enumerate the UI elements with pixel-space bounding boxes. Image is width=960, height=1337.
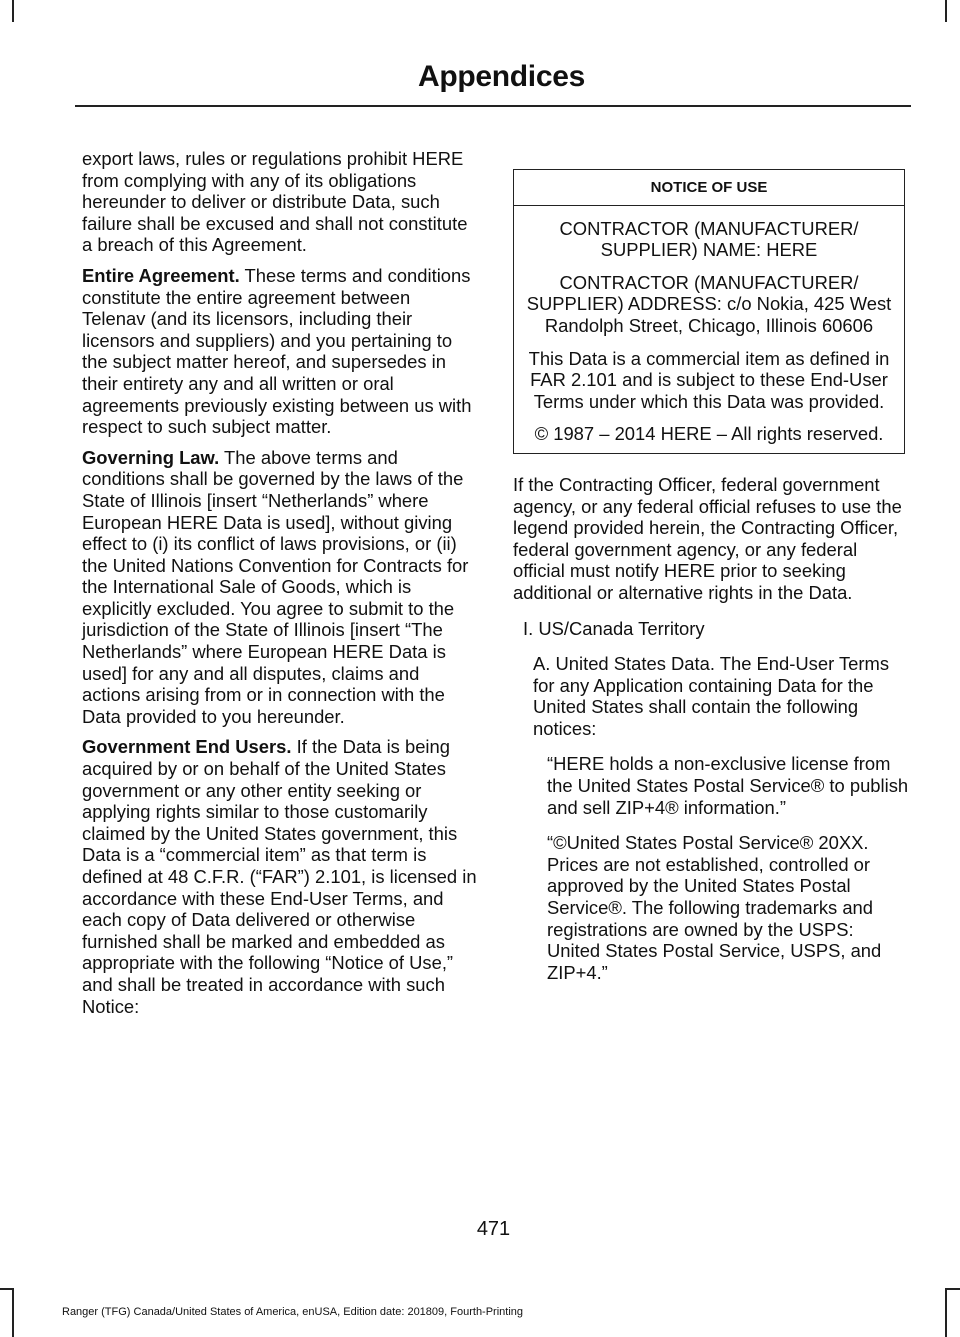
right-column xyxy=(513,148,911,992)
text-governing-law: The above terms and conditions shall be governed by the laws of the State of Illinois [insert “Netherlands” where European HERE Data is used], without giving effect to (i) its conflict of laws provisions, or (ii) the United Nations Convention for Contracts for the International Sale of Goods, which is explicitly excluded. You agree to submit to the jurisdiction of the State of Illinois [insert “The Netherlands” where European HERE Data is used] for any and all disputes, claims and actions arising from or in connection with the Data provided to you hereunder. xyxy=(82,446,469,727)
notice-statement: This Data is a commercial item as defined in FAR 2.101 and is subject to these End-User Terms under which this Data was provided. xyxy=(528,347,890,412)
crop-mark-bottom-left xyxy=(12,1290,14,1337)
notice-of-use-box xyxy=(513,169,905,454)
crop-mark-top-right xyxy=(945,0,947,22)
notice-copyright: © 1987 – 2014 HERE – All rights reserved. xyxy=(534,423,884,445)
heading-entire-agreement: Entire Agreement. xyxy=(82,264,240,286)
heading-governing-law: Governing Law. xyxy=(82,446,220,468)
crop-mark-bottom-left-h xyxy=(0,1288,14,1290)
header-divider xyxy=(75,105,911,107)
notice-contractor-address: CONTRACTOR (MANUFACTURER/ SUPPLIER) ADDRESS: c/o Nokia, 425 West Randolph Street, Chicago, Illinois 60606 xyxy=(526,271,892,336)
text-entire-agreement: These terms and conditions constitute the entire agreement between Telenav (and its licensors, including their licensors and suppliers) and you pertaining to the subject matter hereof, and supersedes in their entirety any and all written or oral agreements previously existing between us with respect to such subject matter. xyxy=(82,264,472,438)
paragraph-export-laws: export laws, rules or regulations prohibit HERE from complying with any of its obligations hereunder to deliver or distribute Data, such failure shall be excused and shall not constitute a breach of this Agreement. xyxy=(82,148,468,256)
quote-usps-trademarks: “©United States Postal Service® 20XX. Prices are not established, controlled or approved by the United States Postal Service®. The following trademarks and registrations are owned by the USPS: United States Postal Service, USPS, and ZIP+4.” xyxy=(547,832,882,983)
heading-government-end-users: Government End Users. xyxy=(82,736,292,758)
crop-mark-bottom-right xyxy=(945,1290,947,1337)
paragraph-governing-law xyxy=(82,447,477,728)
edition-footer: Ranger (TFG) Canada/United States of America, enUSA, Edition date: 201809, Fourth-Printing xyxy=(62,1306,524,1318)
section-us-canada-territory: I. US/Canada Territory xyxy=(523,617,705,639)
paragraph-entire-agreement xyxy=(82,265,477,438)
left-column xyxy=(82,148,477,1026)
paragraph-contracting-officer: If the Contracting Officer, federal government agency, or any federal official refuses to use the legend provided herein, the Contracting Officer, federal government agency, or any federal official must notify HERE prior to seeking additional or alternative rights in the Data. xyxy=(513,473,902,603)
notice-title: NOTICE OF USE xyxy=(514,170,904,206)
crop-mark-bottom-right-h xyxy=(945,1288,960,1290)
subsection-united-states-data: A. United States Data. The End-User Terms for any Application containing Data for the United States shall contain the following notices: xyxy=(533,653,890,739)
page-title: Appendices xyxy=(417,60,585,93)
paragraph-government-end-users xyxy=(82,736,477,1017)
text-government-end-users: If the Data is being acquired by or on behalf of the United States government or any other entity seeking or applying rights similar to those customarily claimed by the United States government, this Data is a “commercial item” as that term is defined at 48 C.F.R. (“FAR”) 2.101, is licensed in accordance with these End-User Terms, and each copy of Data delivered or otherwise furnished shall be marked and embedded as appropriate with the following “Notice of Use,” and shall be treated in accordance with such Notice: xyxy=(82,736,477,1017)
crop-mark-top-left xyxy=(12,0,14,22)
page-number: 471 xyxy=(476,1218,511,1240)
quote-zip4-license: “HERE holds a non-exclusive license from the United States Postal Service® to publish and sell ZIP+4® information.” xyxy=(547,753,909,818)
notice-body xyxy=(514,206,904,453)
notice-contractor-name: CONTRACTOR (MANUFACTURER/ SUPPLIER) NAME: HERE xyxy=(559,217,859,261)
